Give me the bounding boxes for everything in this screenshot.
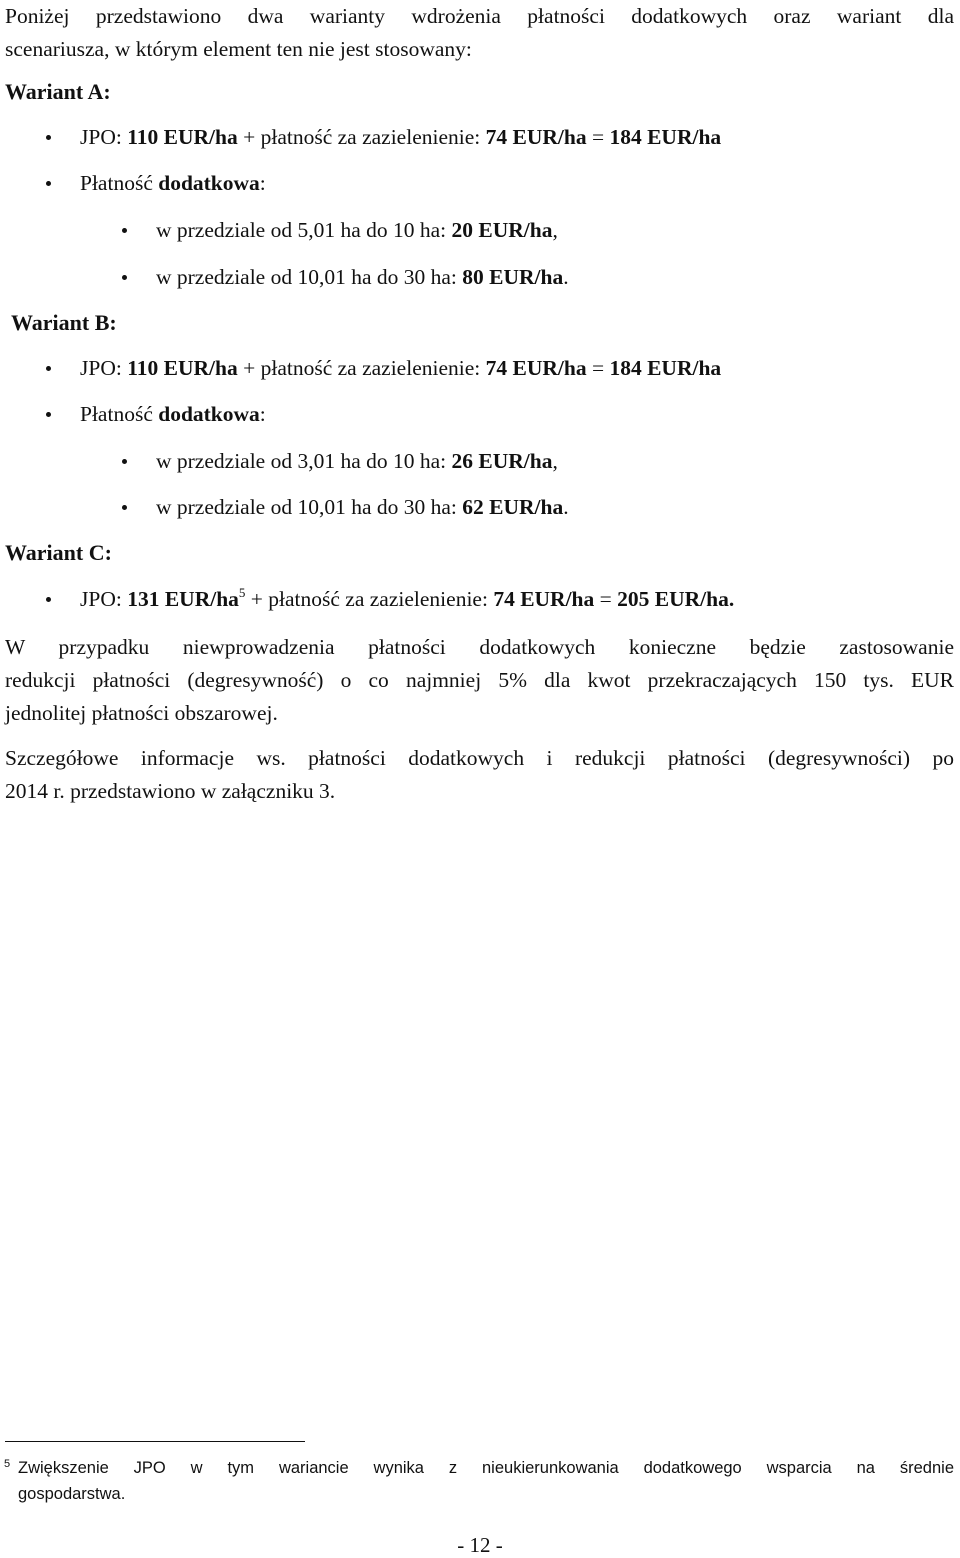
degressivity-paragraph bbox=[5, 631, 954, 730]
variant-b-heading: Wariant B: bbox=[11, 310, 117, 335]
intro-line-2: scenariusza, w którym element ten nie jest stosowany: bbox=[5, 37, 472, 61]
variant-b-range-1: w przedziale od 3,01 ha do 10 ha: 26 EUR/ha, bbox=[156, 446, 558, 476]
footnote bbox=[4, 1455, 954, 1507]
variant-a-extra-label: Płatność dodatkowa: bbox=[80, 168, 266, 198]
footnote-separator bbox=[5, 1441, 305, 1442]
variant-b-extra-label: Płatność dodatkowa: bbox=[80, 399, 266, 429]
variant-a-jpo-item: JPO: 110 EUR/ha + płatność za zazielenienie: 74 EUR/ha = 184 EUR/ha bbox=[80, 122, 721, 152]
details-paragraph bbox=[5, 742, 954, 808]
variant-c-jpo-item: JPO: 131 EUR/$ha^5$ + płatność za zazielenienie: 74 EUR/ha = 205 EUR/ha. bbox=[80, 584, 734, 614]
variant-c-heading: Wariant C: bbox=[5, 540, 112, 565]
intro-line-1: Poniżej przedstawiono dwa warianty wdrożenia płatności dodatkowych oraz wariant dla bbox=[5, 4, 954, 28]
page-number: - 12 - bbox=[457, 1533, 503, 1557]
para2-line-2: 2014 r. przedstawiono w załączniku 3. bbox=[5, 779, 336, 803]
variant-a-range-2: w przedziale od 10,01 ha do 30 ha: 80 EUR/ha. bbox=[156, 262, 569, 292]
variant-a-range-1: w przedziale od 5,01 ha do 10 ha: 20 EUR/ha, bbox=[156, 215, 558, 245]
variant-b-jpo-item: JPO: 110 EUR/ha + płatność za zazielenienie: 74 EUR/ha = 184 EUR/ha bbox=[80, 353, 721, 383]
footnote-line-2: gospodarstwa. bbox=[18, 1485, 126, 1503]
intro-paragraph bbox=[5, 0, 954, 66]
para1-line-1: W przypadku niewprowadzenia płatności dodatkowych konieczne będzie zastosowanie bbox=[5, 635, 954, 659]
para1-line-2: redukcji płatności (degresywność) o co najmniej 5% dla kwot przekraczających 150 tys. EUR bbox=[5, 668, 954, 692]
footnote-ref: 5 bbox=[238, 585, 246, 600]
para2-line-1: Szczegółowe informacje ws. płatności dodatkowych i redukcji płatności (degresywności) po bbox=[5, 746, 954, 770]
footnote-line-1: Zwiększenie JPO w tym wariancie wynika z nieukierunkowania dodatkowego wsparcia na średnie bbox=[18, 1459, 954, 1477]
para1-line-3: jednolitej płatności obszarowej. bbox=[5, 701, 278, 725]
variant-a-heading: Wariant A: bbox=[5, 79, 111, 104]
variant-b-range-2: w przedziale od 10,01 ha do 30 ha: 62 EUR/ha. bbox=[156, 492, 569, 522]
footnote-number: 5 bbox=[4, 1458, 11, 1470]
